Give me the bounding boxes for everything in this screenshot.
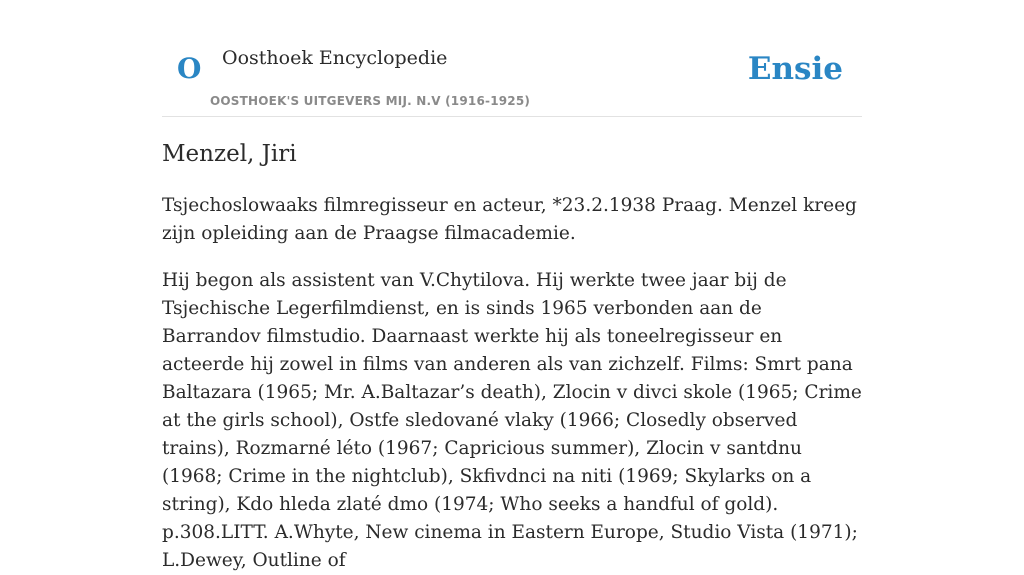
page-container [162,0,862,571]
entry-title: Menzel, Jiri [162,141,297,167]
entry-paragraph: Tsjechoslowaaks filmregisseur en acteur, *23.2.1938 Praag. Menzel kreeg zijn opleiding aan de Praagse filmacademie. [162,195,857,244]
publisher-label: OOSTHOEK'S UITGEVERS MIJ. N.V (1916-1925) [210,94,531,108]
entry-paragraph: Hij begon als assistent van V.Chytilova. Hij werkte twee jaar bij de Tsjechische Legerfilmdienst, en is sinds 1965 verbonden aan de Barrandov filmstudio. Daarnaast werkte hij als toneelregisseur en acteerde hij zowel in films van anderen als van zichzelf. Films: Smrt pana Baltazara (1965; Mr. A.Baltazar’s death), Zlocin v divci skole (1965; Crime at the girls school), Ostfe sledované vlaky (1966; Closedly observed trains), Rozmarné léto (1967; Capricious summer), Zlocin v santdnu (1968; Crime in the nightclub), Skfivdnci na niti (1969; Skylarks on a string), Kdo hleda zlaté dmo (1974; Who seeks a handful of gold). p.308.LITT. A.Whyte, New cinema in Eastern Europe, Studio Vista (1971); L.Dewey, Outline of [162,270,862,571]
book-logo[interactable]: O [177,52,202,85]
page-header [162,0,862,117]
book-title[interactable]: Oosthoek Encyclopedie [222,47,448,69]
ensie-logo-link[interactable]: Ensie [747,51,843,87]
